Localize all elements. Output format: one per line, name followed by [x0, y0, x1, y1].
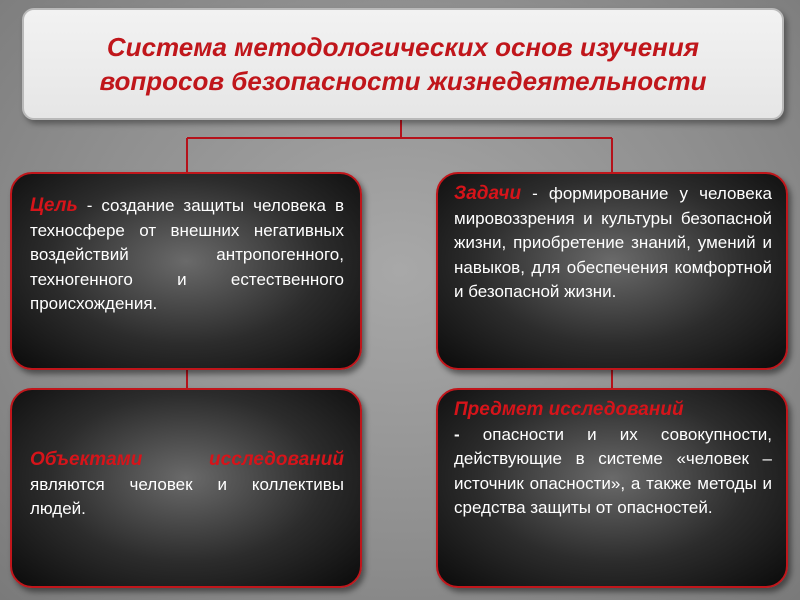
subject-label: Предмет исследований — [454, 399, 684, 420]
slide-title: Система методологических основ изучения вопросов безопасности жизнедеятельности — [99, 32, 707, 96]
subject-card — [436, 388, 788, 588]
goal-card — [10, 172, 362, 370]
objects-card — [10, 388, 362, 588]
goal-label: Цель — [30, 195, 78, 216]
tasks-card — [436, 172, 788, 370]
subject-text: опасности и их совокупности, действующие в системе «человек – источник опасности», а также методы и средства защиты от опасностей. — [454, 424, 772, 517]
objects-label: Объектами исследований — [30, 449, 344, 470]
objects-text: являются человек и коллективы людей. — [30, 474, 344, 518]
subject-dash: - — [454, 424, 460, 444]
tasks-text: - формирование у человека мировоззрения и культуры безопасной жизни, приобретение знаний, умений и навыков, для обеспечения комфортной и безопасной жизни. — [454, 184, 772, 301]
tasks-label: Задачи — [454, 183, 522, 204]
goal-text: - создание защиты человека в техносфере от внешних негативных воздействий антропогенного, техногенного и естественного происхождения. — [30, 196, 344, 313]
title-box — [22, 8, 784, 120]
